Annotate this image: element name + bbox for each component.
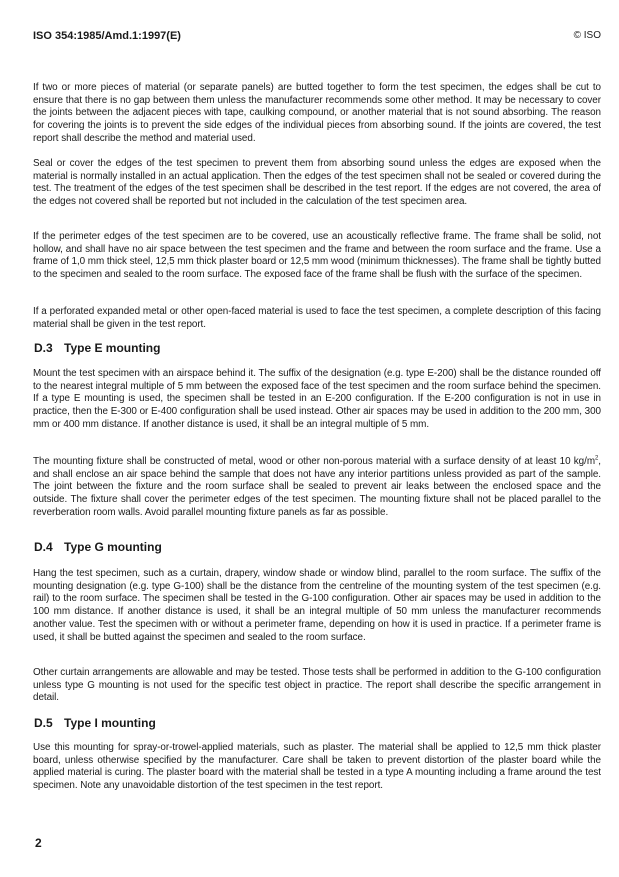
text: , and shall enclose an air space behind the sample that does not have any interior partitions unless provided as part of the sample. The joint between the fixture and the room surface shall be sealed to prevent air leaks between the enclosed space and the outside. The fixture shall cover the perimeter edges of the test specimen. The mounting fixture shall not be placed parallel to the reverberation room walls. Avoid parallel mounting fixture panels as far as possible. [33,456,601,518]
section-number: D.5 [34,716,53,730]
section-heading-d4 [34,540,162,554]
paragraph-butted-pieces: If two or more pieces of material (or separate panels) are butted together to form the test specimen, the edges shall be cut to ensure that there is no gap between them unless the manufacturer recommends some other method. It may be necessary to cover the joints between the adjacent pieces with tape, caulking compound, or another material that is not sound absorbing. The reason for covering the joints is to prevent the side edges of the individual pieces from absorbing sound. If the joints are covered, the test report shall describe the method and material used. [33,82,601,144]
text: The mounting fixture shall be constructed of metal, wood or other non-porous material with a surface density of at least 10 kg/m [33,456,595,467]
section-number: D.4 [34,540,53,554]
page-number: 2 [35,836,42,850]
document-id: ISO 354:1985/Amd.1:1997(E) [33,30,181,42]
paragraph-type-e-airspace: Mount the test specimen with an airspace behind it. The suffix of the designation (e.g. type E-200) shall be the distance rounded off to the nearest integral multiple of 5 mm between the exposed face of the test specimen and the room surface behind the specimen. If a type E mounting is used, the specimen shall be tested in an E-200 configuration. If the E-200 configuration is not in use in practice, then the E-300 or E-400 configuration shall be used instead. Other air spaces may be used in addition to the 200 mm, 300 mm or 400 mm distance. If another distance is used, it shall be an integral multiple of 5 mm. [33,368,601,430]
paragraph-type-g-hang: Hang the test specimen, such as a curtain, drapery, window shade or window blind, parallel to the room surface. The suffix of the mounting designation (e.g. type G-100) shall be the distance from the centreline of the mounting system of the test specimen (e.g. rail) to the room surface. The specimen shall be tested in the G-100 configuration. Other air spaces may be used in addition to the 100 mm distance. If another distance is used, it shall be an integral multiple of 50 mm unless the manufacturer recommends another value. Test the specimen with or without a perimeter frame, depending on how it is used in practice. If a perimeter frame is used, it shall be butted against the specimen and sealed to the room surface. [33,568,601,643]
section-title: Type G mounting [64,540,162,554]
section-number: D.3 [34,341,53,355]
superscript: 2 [595,455,599,462]
section-heading-d5 [34,716,156,730]
section-title: Type I mounting [64,716,156,730]
paragraph-curtain-arrangements: Other curtain arrangements are allowable and may be tested. Those tests shall be performed in addition to the G-100 configuration unless type G mounting is not used for the specific test object in practice. The report shall describe the specific arrangement in detail. [33,667,601,704]
paragraph-perimeter-frame: If the perimeter edges of the test specimen are to be covered, use an acoustically reflective frame. The frame shall be solid, not hollow, and shall have no air space between the test specimen and the frame and between the room surface and the frame. Use a frame of 1,0 mm thick steel, 12,5 mm thick plaster board or 12,5 mm wood (minimum thicknesses). The frame shall be tightly butted to the specimen and sealed to the room surface. The exposed face of the frame shall be flush with the surface of the specimen. [33,231,601,281]
section-title: Type E mounting [64,341,161,355]
paragraph-type-i-spray: Use this mounting for spray-or-trowel-applied materials, such as plaster. The material shall be applied to 12,5 mm thick plaster board, unless otherwise specified by the manufacturer. Care shall be taken to prevent distortion of the plaster board while the applied material is curing. The plaster board with the material shall be tested in a type A mounting including a frame around the test specimen. Note any unavoidable distortion of the test specimen in the test report. [33,742,601,792]
copyright-mark: © ISO [573,30,601,41]
paragraph-mounting-fixture [33,456,601,520]
section-heading-d3 [34,341,160,355]
paragraph-perforated-facing: If a perforated expanded metal or other open-faced material is used to face the test specimen, a complete description of this facing material shall be given in the test report. [33,306,601,330]
paragraph-seal-edges: Seal or cover the edges of the test specimen to prevent them from absorbing sound unless the edges are exposed when the material is normally installed in an actual application. Then the edges of the test specimen shall not be sealed or covered during the test. The treatment of the edges of the test specimen shall be described in the test report. If the edges are not covered, the area of the edges not covered shall be reported but not included in the calculation of the test specimen area. [33,158,601,208]
